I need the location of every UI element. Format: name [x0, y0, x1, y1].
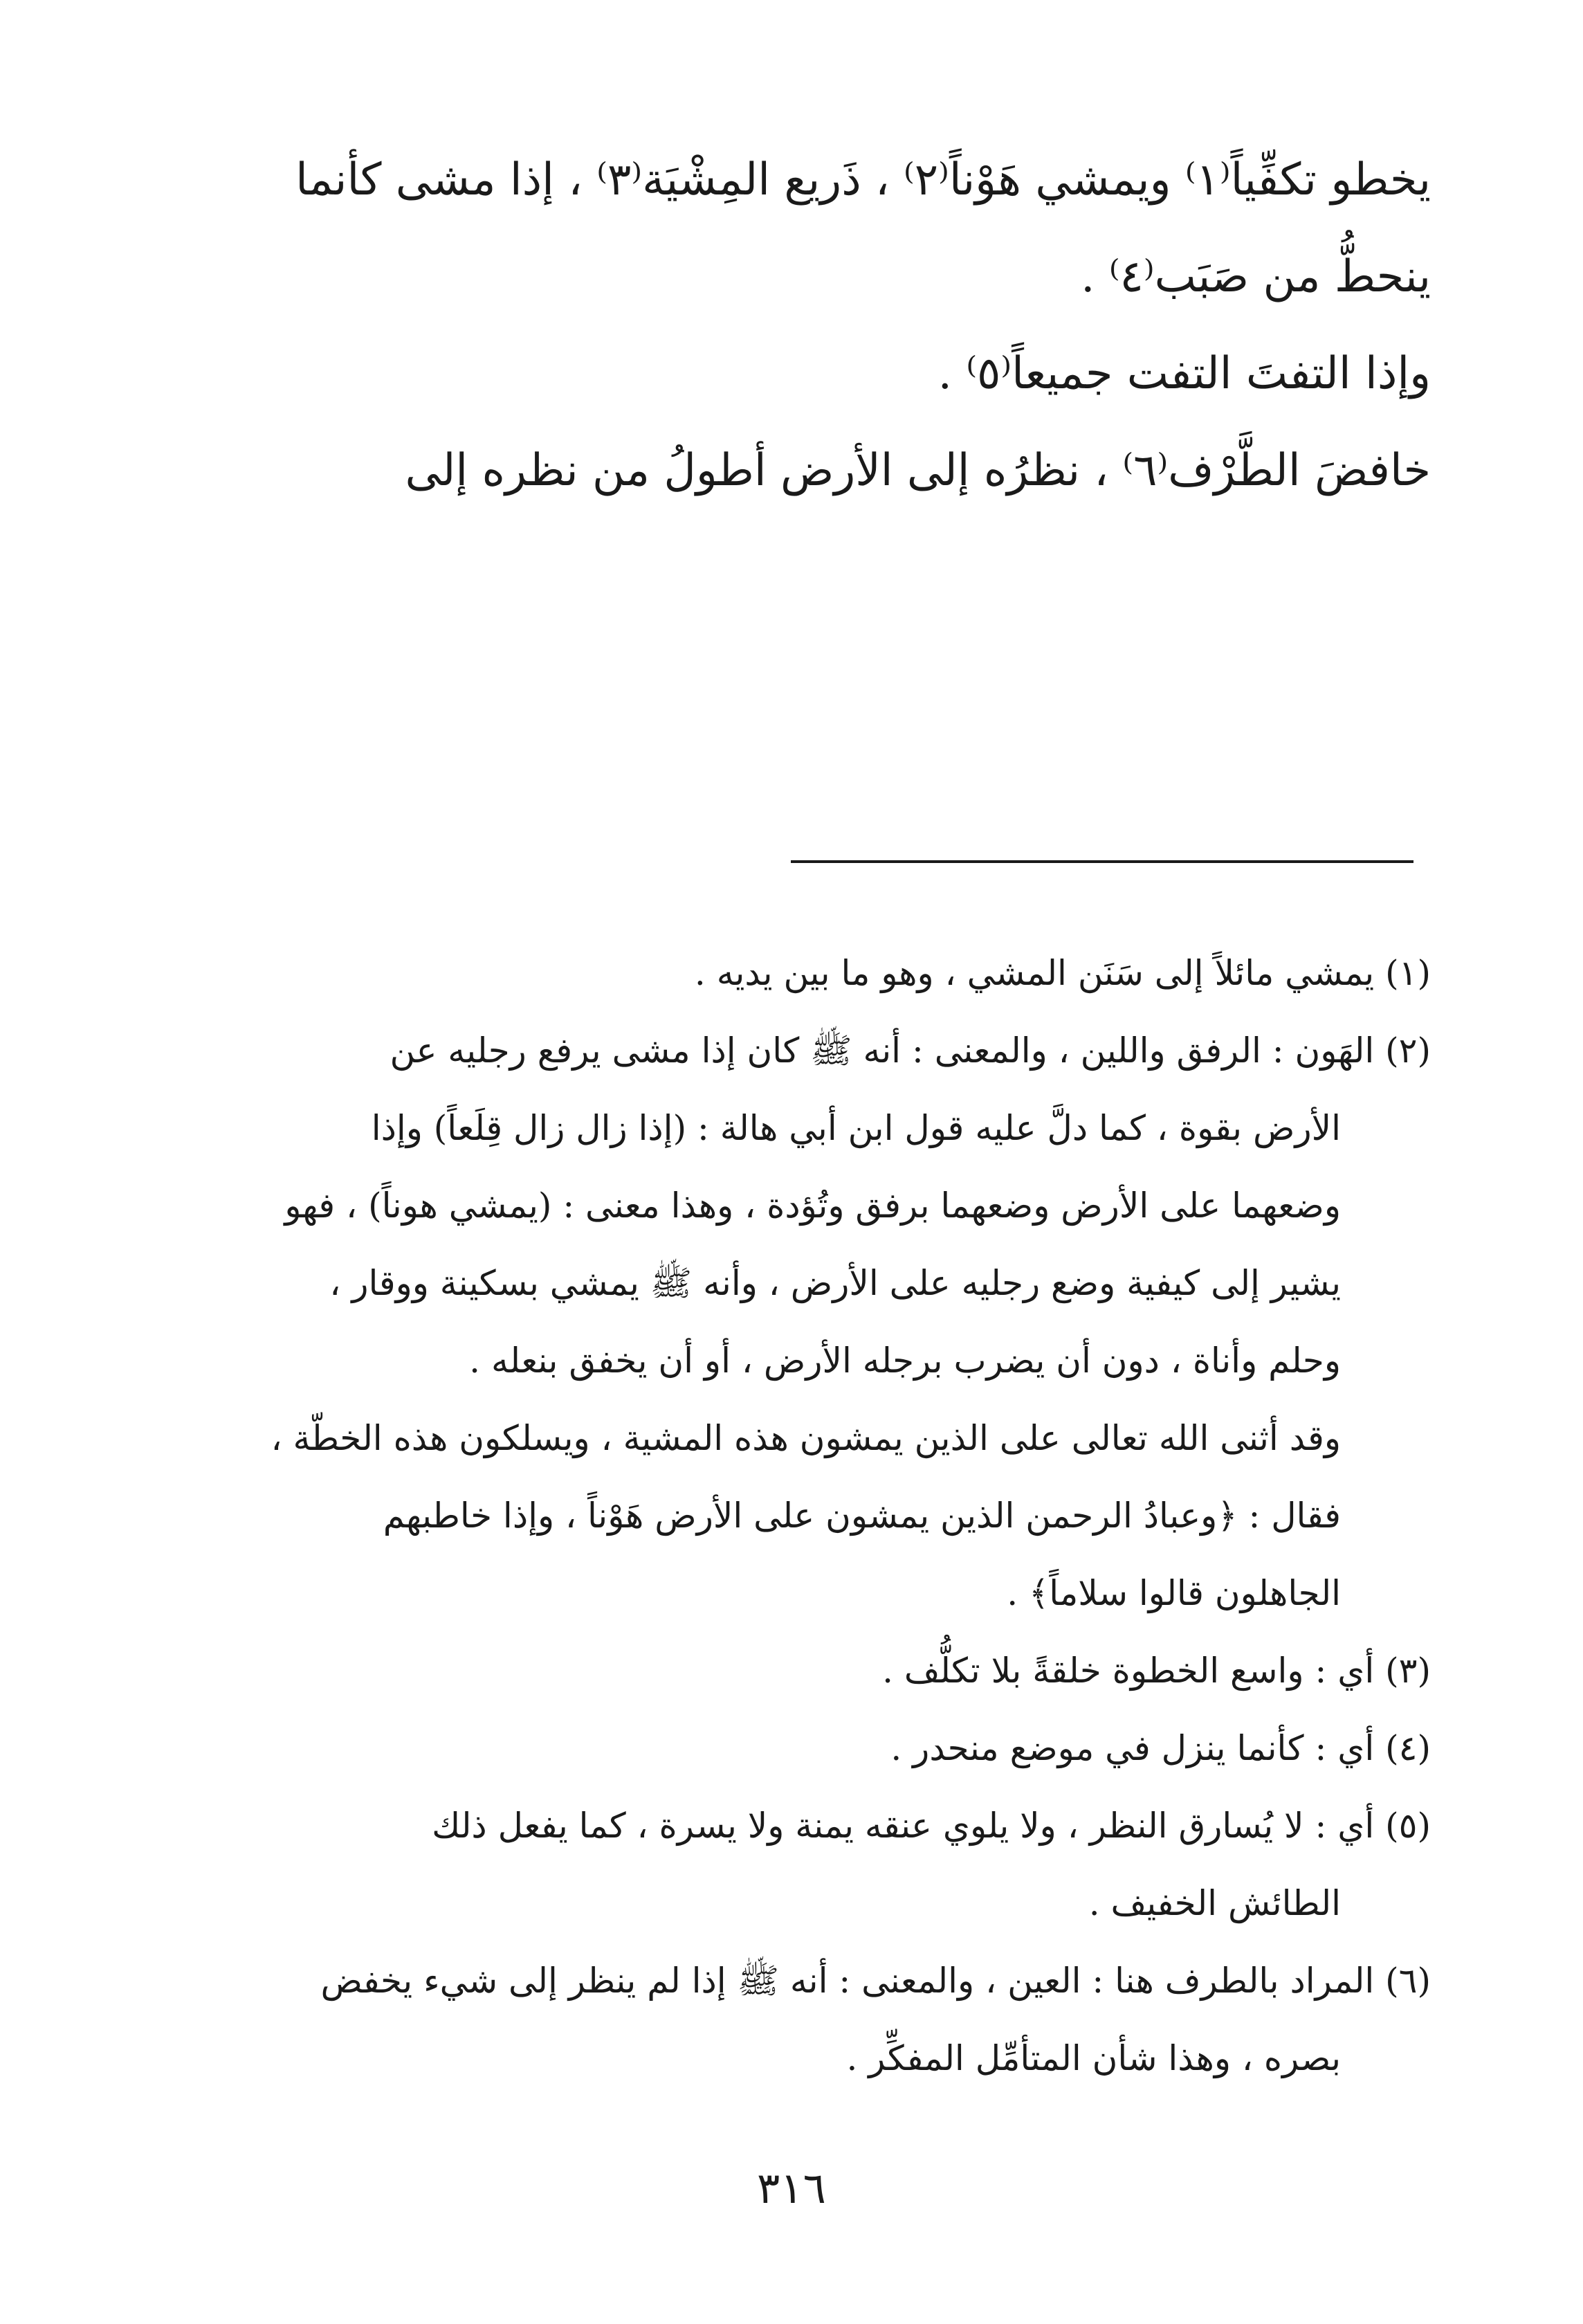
footnote-5: (٥) أي : لا يُسارق النظر ، ولا يلوي عنقه يمنة ولا يسرة ، كما يفعل ذلك — [432, 1806, 1431, 1846]
main-line-2: ينحطُّ من صَبَب⁽٤⁾ . — [1081, 251, 1431, 302]
main-line-1: يخطو تكفِّياً⁽١⁾ ويمشي هَوْناً⁽٢⁾ ، ذَريع المِشْيَة⁽٣⁾ ، إذا مشى كأنما — [295, 154, 1431, 206]
footnote-2-line-5: وحلم وأناة ، دون أن يضرب برجله الأرض ، أو أن يخفق بنعله . — [469, 1341, 1341, 1381]
main-line-4: خافضَ الطَّرْف⁽٦⁾ ، نظرُه إلى الأرض أطولُ من نظره إلى — [405, 445, 1431, 496]
footnote-4: (٤) أي : كأنما ينزل في موضع منحدر . — [890, 1728, 1431, 1768]
main-body-text — [152, 131, 1431, 519]
footnote-2-line-8: الجاهلون قالوا سلاماً﴾ . — [1007, 1573, 1341, 1613]
footnote-2-line-3: وضعهما على الأرض وضعهما برفق وتُؤدة ، وهذا معنى : (يمشي هوناً) ، فهو — [284, 1186, 1341, 1226]
footnote-2-line-4: يشير إلى كيفية وضع رجليه على الأرض ، وأنه ﷺ يمشي بسكينة ووقار ، — [329, 1263, 1341, 1303]
footnote-divider — [791, 860, 1413, 863]
footnote-5-line-2: الطائش الخفيف . — [1088, 1883, 1341, 1923]
footnote-2-line-2: الأرض بقوة ، كما دلَّ عليه قول ابن أبي هالة : (إذا زال زال قِلَعاً) وإذا — [371, 1108, 1341, 1148]
footnote-3: (٣) أي : واسع الخطوة خلقةً بلا تكلُّف . — [882, 1651, 1431, 1691]
footnote-6: (٦) المراد بالطرف هنا : العين ، والمعنى : أنه ﷺ إذا لم ينظر إلى شيء يخفض — [320, 1961, 1431, 2001]
footnotes-section — [152, 934, 1431, 2097]
footnote-2-line-6: وقد أثنى الله تعالى على الذين يمشون هذه المشية ، ويسلكون هذه الخطّة ، — [271, 1418, 1341, 1458]
footnote-6-line-2: بصره ، وهذا شأن المتأمِّل المفكِّر . — [846, 2038, 1341, 2078]
footnote-1: (١) يمشي مائلاً إلى سَنَن المشي ، وهو ما بين يديه . — [694, 953, 1431, 993]
footnote-2-line-7: فقال : ﴿وعبادُ الرحمن الذين يمشون على الأرض هَوْناً ، وإذا خاطبهم — [383, 1496, 1341, 1536]
main-line-3: وإذا التفتَ التفت جميعاً⁽٥⁾ . — [937, 348, 1431, 399]
page-number: ٣١٦ — [757, 2163, 826, 2213]
footnote-2: (٢) الهَون : الرفق واللين ، والمعنى : أنه ﷺ كان إذا مشى يرفع رجليه عن — [390, 1031, 1431, 1071]
